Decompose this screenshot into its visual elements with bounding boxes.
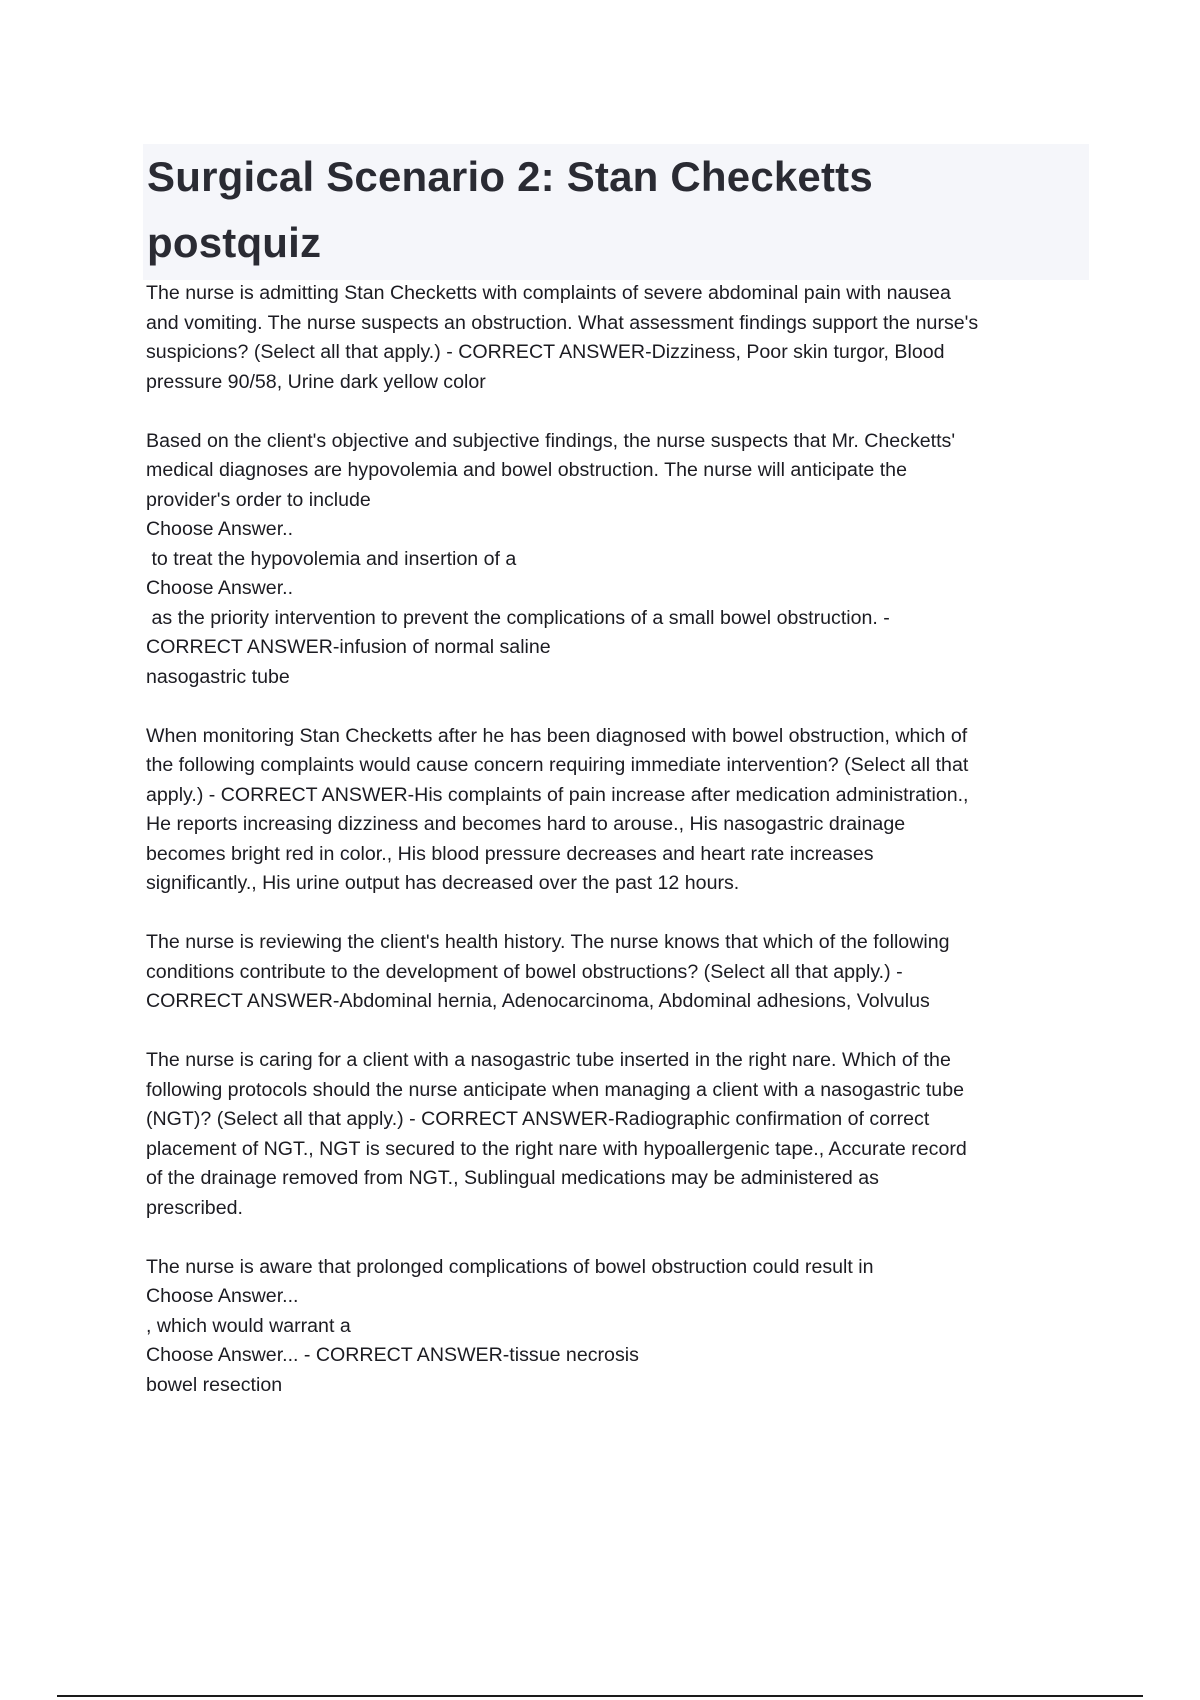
text-line: Choose Answer..	[146, 518, 294, 540]
text-line: significantly., His urine output has decreased over the past 12 hours.	[146, 872, 740, 894]
text-line: He reports increasing dizziness and becomes hard to arouse., His nasogastric drainage	[146, 813, 906, 835]
text-line: medical diagnoses are hypovolemia and bowel obstruction. The nurse will anticipate the	[146, 459, 907, 481]
quiz-content	[146, 279, 1096, 1430]
text-line: The nurse is reviewing the client's health history. The nurse knows that which of the following	[146, 931, 950, 953]
footer-divider	[57, 1695, 1143, 1697]
text-line: The nurse is admitting Stan Checketts with complaints of severe abdominal pain with nausea	[146, 282, 951, 304]
title-block	[143, 144, 1089, 280]
question-5	[146, 1046, 1096, 1223]
text-line: When monitoring Stan Checketts after he has been diagnosed with bowel obstruction, which of	[146, 724, 968, 747]
text-line: becomes bright red in color., His blood pressure decreases and heart rate increases	[146, 842, 874, 865]
text-line: Choose Answer... - CORRECT ANSWER-tissue necrosis	[146, 1344, 639, 1366]
text-line: (NGT)? (Select all that apply.) - CORRECT ANSWER-Radiographic confirmation of correct	[146, 1108, 930, 1130]
question-2	[146, 427, 1096, 693]
text-line: suspicions? (Select all that apply.) - CORRECT ANSWER-Dizziness, Poor skin turgor, Blood	[146, 341, 945, 363]
question-4	[146, 928, 1096, 1017]
question-3	[146, 722, 1096, 899]
text-line: Choose Answer..	[146, 577, 294, 599]
text-line: Choose Answer...	[146, 1285, 299, 1307]
text-line: apply.) - CORRECT ANSWER-His complaints of pain increase after medication administration.,	[146, 783, 969, 806]
text-line: placement of NGT., NGT is secured to the right nare with hypoallergenic tape., Accurate record	[146, 1137, 967, 1160]
text-line: pressure 90/58, Urine dark yellow color	[146, 370, 486, 393]
question-6	[146, 1253, 1096, 1401]
text-line: provider's order to include	[146, 488, 371, 511]
text-line: and vomiting. The nurse suspects an obstruction. What assessment findings support the nurse's	[146, 311, 979, 334]
text-line: The nurse is caring for a client with a nasogastric tube inserted in the right nare. Which of the	[146, 1049, 951, 1071]
text-line: bowel resection	[146, 1373, 283, 1396]
text-line: CORRECT ANSWER-Abdominal hernia, Adenocarcinoma, Abdominal adhesions, Volvulus	[146, 990, 930, 1012]
text-line: The nurse is aware that prolonged complications of bowel obstruction could result in	[146, 1255, 874, 1278]
text-line: of the drainage removed from NGT., Sublingual medications may be administered as	[146, 1167, 879, 1189]
text-line: CORRECT ANSWER-infusion of normal saline	[146, 636, 551, 658]
text-line: Based on the client's objective and subjective findings, the nurse suspects that Mr. Checketts'	[146, 429, 956, 452]
title-line: Surgical Scenario 2: Stan Checketts	[147, 153, 873, 200]
text-line: nasogastric tube	[146, 665, 290, 688]
text-line: to treat the hypovolemia and insertion of a	[146, 547, 517, 570]
text-line: the following complaints would cause concern requiring immediate intervention? (Select all that	[146, 754, 969, 776]
text-line: , which would warrant a	[146, 1314, 351, 1337]
title-line: postquiz	[147, 219, 322, 266]
text-line: conditions contribute to the development of bowel obstructions? (Select all that apply.) -	[146, 960, 903, 983]
text-line: following protocols should the nurse anticipate when managing a client with a nasogastric tube	[146, 1078, 964, 1101]
text-line: as the priority intervention to prevent the complications of a small bowel obstruction. -	[146, 606, 890, 629]
question-1	[146, 279, 1096, 397]
page-title	[147, 144, 1085, 276]
text-line: prescribed.	[146, 1196, 243, 1219]
